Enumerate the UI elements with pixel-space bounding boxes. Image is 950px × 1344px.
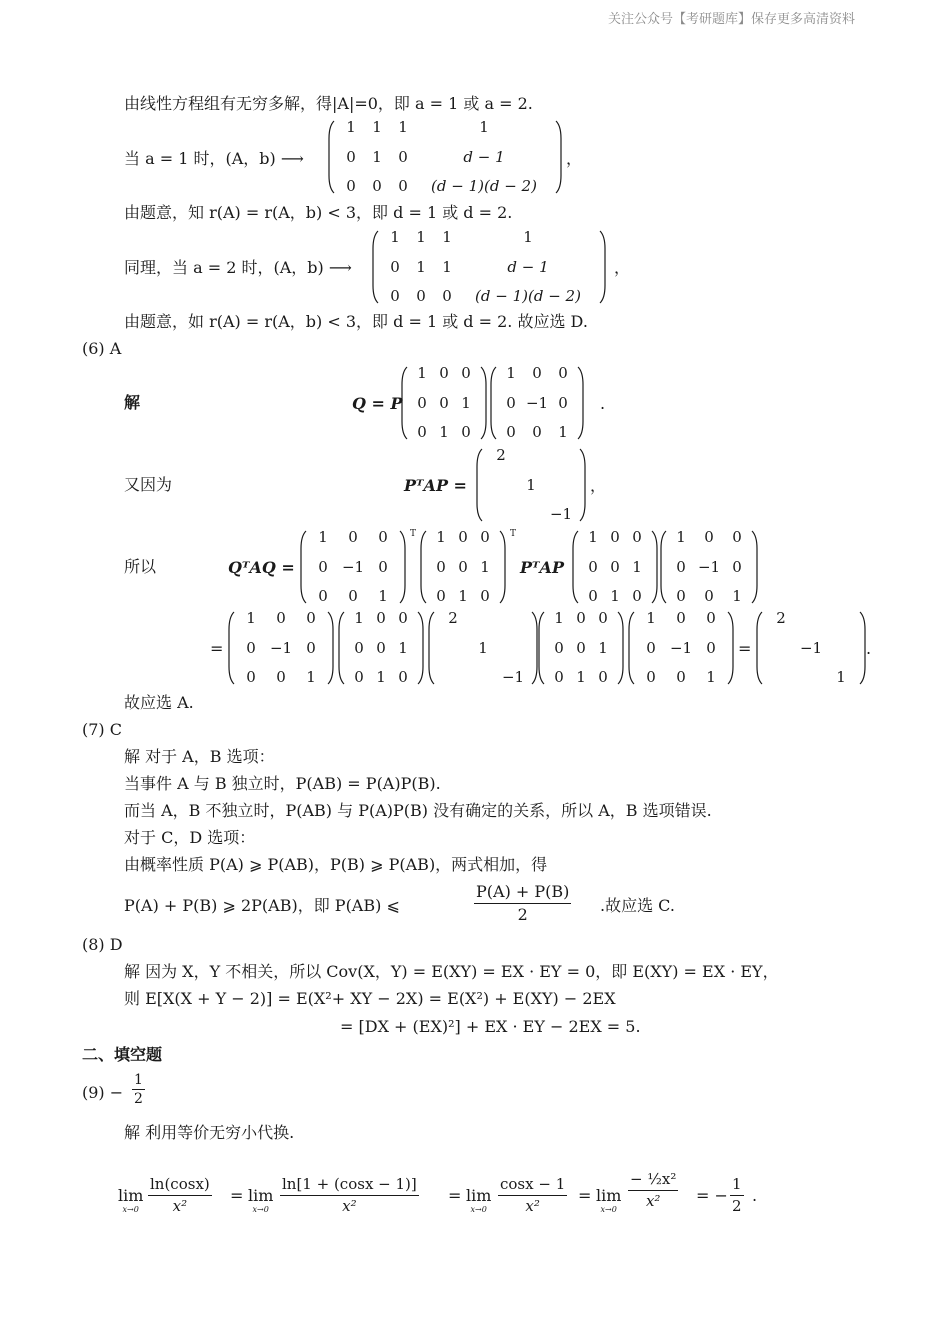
q7-line6-pre: P(A) + P(B) ⩾ 2P(AB)，即 P(AB) ⩽: [124, 896, 400, 915]
matrix-scale-neg: [490, 366, 584, 440]
q7-line3: 而当 A，B 不独立时，P(AB) 与 P(A)P(B) 没有确定的关系，所以 A，B 选项错误.: [124, 801, 712, 820]
matrix-cell: [438, 670, 468, 685]
q5-line5: 由题意，如 r(A) = r(A，b) < 3，即 d = 1 或 d = 2. 故应选 D.: [124, 312, 588, 331]
lim-sub: x→0: [600, 1205, 617, 1214]
limit-1: [118, 1188, 143, 1214]
q7-line2: 当事件 A 与 B 独立时，P(AB) = P(A)P(B).: [124, 774, 441, 793]
matrix-row2-diag: [428, 611, 538, 685]
matrix-cell: 1: [346, 118, 356, 136]
right-paren-icon: [599, 230, 606, 304]
fraction-3: [498, 1175, 567, 1217]
matrix-cell: 0: [480, 587, 490, 605]
matrix-cell: 0: [461, 423, 471, 441]
right-paren-icon: [727, 611, 734, 685]
matrix-cell: [826, 611, 856, 626]
matrix-cell: 0: [506, 393, 516, 412]
matrix-cell: 1: [480, 557, 490, 576]
matrix-cell: 0: [706, 609, 716, 627]
f3-den: x²: [525, 1196, 540, 1215]
f4-num: − ½x²: [628, 1170, 678, 1191]
q5-line4-pre: 同理，当 a = 2 时，(A，b) ⟶: [124, 258, 352, 277]
lim-sub: x→0: [252, 1205, 269, 1214]
matrix-cell: 1: [461, 393, 471, 412]
right-paren-icon: [417, 611, 424, 685]
matrix-grid: [483, 448, 579, 522]
matrix-cell: 0: [588, 557, 598, 576]
matrix-cell: 0: [354, 668, 364, 686]
matrix-cell: 1: [416, 228, 426, 246]
left-paren-icon: [228, 611, 235, 685]
matrix-cell: 0: [390, 287, 400, 305]
matrix-cell: 0: [346, 177, 356, 195]
matrix-cell: −1: [525, 393, 549, 412]
matrix-cell: 1: [558, 423, 568, 441]
matrix-cell: 1: [354, 609, 364, 627]
matrix-row1-c3: [572, 530, 658, 604]
matrix-cell: 1: [523, 228, 533, 246]
right-paren-icon: [499, 530, 506, 604]
matrix-cell: 0: [436, 587, 446, 605]
left-paren-icon: [628, 611, 635, 685]
matrix-cell: 1: [458, 587, 468, 605]
left-paren-icon: [476, 448, 483, 522]
matrix-grid: [435, 611, 531, 685]
fraction-4: [628, 1170, 678, 1212]
q6-q-equals-p: Q = P: [352, 394, 403, 413]
left-paren-icon: [538, 611, 545, 685]
matrix-cell: [486, 478, 516, 493]
right-paren-icon: [751, 530, 758, 604]
q8-line2: 则 E[X(X + Y − 2)] = E(X²+ XY − 2X) = E(X²) + E(XY) − 2EX: [124, 989, 616, 1008]
limit-4: [596, 1188, 621, 1214]
left-paren-icon: [401, 366, 408, 440]
matrix-cell: 1: [598, 638, 608, 657]
matrix-cell: 1: [318, 528, 328, 546]
matrix-cell: 0: [610, 557, 620, 576]
matrix-grid: [545, 611, 617, 685]
matrix-row2-c5: [628, 611, 734, 685]
q5-line1: 由线性方程组有无穷多解，得|A|=0，即 a = 1 或 a = 2.: [124, 94, 533, 113]
q6-row2-eq: =: [210, 639, 224, 658]
matrix-cell: 1: [306, 668, 316, 686]
matrix-cell: 0: [398, 177, 408, 195]
matrix-cell: 0: [318, 557, 328, 576]
q7-fraction: [474, 882, 571, 926]
matrix-cell: 0: [458, 528, 468, 546]
transpose-mark-2: T: [510, 529, 517, 539]
matrix-cell: 0: [276, 609, 286, 627]
matrix-cell: 0: [458, 557, 468, 576]
f4-den: x²: [645, 1191, 661, 1210]
left-paren-icon: [572, 530, 579, 604]
lim-sub: x→0: [470, 1205, 487, 1214]
left-paren-icon: [328, 120, 335, 194]
matrix-row1-c1: [300, 530, 406, 604]
matrix-cell: 1: [439, 423, 449, 441]
matrix-cell: [498, 641, 528, 656]
matrix-cell: 1: [676, 528, 686, 546]
matrix-cell: 2: [776, 609, 786, 627]
q9-answer-fraction: [132, 1071, 145, 1110]
matrix-grid: [497, 366, 577, 440]
fraction-2: [280, 1175, 419, 1217]
right-paren-icon: [399, 530, 406, 604]
matrix-cell: 1: [442, 257, 452, 276]
matrix-cell: −1: [501, 668, 525, 686]
q7-line5: 由概率性质 P(A) ⩾ P(AB)，P(B) ⩾ P(AB)，两式相加，得: [124, 855, 548, 874]
matrix-grid: [379, 230, 599, 304]
matrix-cell: 0: [576, 638, 586, 657]
matrix-cell: 0: [318, 587, 328, 605]
matrix-cell: 0: [306, 609, 316, 627]
left-paren-icon: [300, 530, 307, 604]
matrix-cell: 0: [376, 638, 386, 657]
matrix-cell: 0: [442, 287, 452, 305]
matrix-cell: 0: [554, 638, 564, 657]
final-eq: = −: [696, 1186, 728, 1205]
matrix-cell: [796, 670, 826, 685]
matrix-cell: [766, 670, 796, 685]
matrix-cell: [516, 448, 546, 463]
matrix-cell: 0: [436, 557, 446, 576]
matrix-cell: 0: [704, 528, 714, 546]
left-paren-icon: [420, 530, 427, 604]
matrix-cell: [486, 507, 516, 522]
right-paren-icon: [327, 611, 334, 685]
matrix-cell: 0: [398, 609, 408, 627]
matrix-row2-c4: [538, 611, 624, 685]
lim-sub: x→0: [122, 1205, 139, 1214]
q8-line1: 解 因为 X，Y 不相关，所以 Cov(X，Y) = E(XY) = EX · EY = 0，即 E(XY) = EX · EY，: [124, 962, 779, 981]
q5-line2-pre: 当 a = 1 时，(A，b) ⟶: [124, 149, 304, 168]
matrix-grid: [335, 120, 555, 194]
matrix-row1-c4: [660, 530, 758, 604]
q6-answer: 故应选 A.: [124, 693, 194, 712]
final-den: 2: [732, 1196, 742, 1215]
matrix-cell: 1: [398, 118, 408, 136]
q6-also: 又因为: [124, 475, 173, 494]
matrix-cell: 0: [632, 587, 642, 605]
matrix-cell: 0: [558, 364, 568, 382]
q9-ans-den: 2: [134, 1091, 143, 1108]
eq-3: =: [578, 1186, 592, 1205]
fraction-1: [148, 1175, 212, 1217]
matrix-cell: 0: [354, 638, 364, 657]
matrix-cell: [546, 448, 576, 463]
right-paren-icon: [579, 448, 586, 522]
matrix-cell: (d − 1)(d − 2): [475, 287, 581, 305]
eq-2: =: [448, 1186, 462, 1205]
matrix-cell: 1: [442, 228, 452, 246]
matrix-cell: 0: [558, 393, 568, 412]
matrix-cell: 2: [496, 446, 506, 464]
q6-dot: .: [600, 394, 606, 413]
matrix-cell: 0: [506, 423, 516, 441]
matrix-cell: 0: [610, 528, 620, 546]
matrix-cell: [826, 641, 856, 656]
matrix-cell: 0: [532, 364, 542, 382]
matrix-cell: 1: [376, 668, 386, 686]
matrix-cell: 1: [398, 638, 408, 657]
matrix-grid: [427, 530, 499, 604]
matrix-grid: [635, 611, 727, 685]
lim-text: lim: [466, 1186, 492, 1205]
section-heading: 二、填空题: [82, 1045, 163, 1064]
matrix-cell: 0: [416, 287, 426, 305]
q9-ans-num: 1: [132, 1071, 145, 1090]
matrix-cell: 0: [398, 668, 408, 686]
f3-num: cosx − 1: [498, 1175, 567, 1196]
q6-solution-mark: 解: [124, 393, 141, 412]
matrix-cell: 1: [632, 557, 642, 576]
matrix-grid: [763, 611, 859, 685]
matrix-cell: 0: [676, 668, 686, 686]
matrix-cell: [438, 641, 468, 656]
matrix-cell: −1: [669, 638, 693, 657]
matrix-cell: 1: [836, 668, 846, 686]
matrix-cell: 0: [676, 609, 686, 627]
matrix-cell: 0: [417, 423, 427, 441]
left-paren-icon: [428, 611, 435, 685]
matrix-cell: d − 1: [463, 147, 505, 166]
left-paren-icon: [660, 530, 667, 604]
diag-matrix-pap: [476, 448, 586, 522]
matrix-cell: 0: [676, 557, 686, 576]
matrix-cell: 0: [390, 257, 400, 276]
q7-line6-post: .故应选 C.: [600, 896, 675, 915]
q7-line4: 对于 C，D 选项：: [124, 828, 256, 847]
matrix-cell: 1: [416, 257, 426, 276]
matrix-cell: 1: [588, 528, 598, 546]
matrix-cell: 0: [704, 587, 714, 605]
matrix-cell: −1: [341, 557, 365, 576]
matrix-cell: 0: [417, 393, 427, 412]
matrix-cell: 0: [246, 668, 256, 686]
q5-line2-post: ，: [566, 149, 583, 168]
lim-text: lim: [248, 1186, 274, 1205]
left-paren-icon: [756, 611, 763, 685]
matrix-cell: 1: [610, 587, 620, 605]
left-paren-icon: [338, 611, 345, 685]
matrix-cell: 0: [246, 638, 256, 657]
matrix-cell: [498, 611, 528, 626]
right-paren-icon: [531, 611, 538, 685]
matrix-cell: 1: [378, 587, 388, 605]
matrix-cell: [766, 641, 796, 656]
matrix-cell: 1: [706, 668, 716, 686]
right-paren-icon: [555, 120, 562, 194]
matrix-row1-c2: [420, 530, 506, 604]
q5-line4-post: ，: [614, 258, 631, 277]
f2-num: ln[1 + (cosx − 1)]: [280, 1175, 419, 1196]
matrix-result-diag: [756, 611, 866, 685]
matrix-cell: 0: [706, 638, 716, 657]
matrix-cell: 0: [439, 393, 449, 412]
q8-label: (8) D: [82, 935, 123, 954]
right-paren-icon: [651, 530, 658, 604]
matrix-cell: (d − 1)(d − 2): [431, 177, 537, 195]
matrix-cell: 0: [676, 587, 686, 605]
matrix-cell: [468, 670, 498, 685]
matrix-cell: −1: [697, 557, 721, 576]
matrix-cell: 0: [554, 668, 564, 686]
matrix-cell: 0: [732, 528, 742, 546]
matrix-cell: 0: [480, 528, 490, 546]
matrix-cell: [516, 507, 546, 522]
q6-row2-eq2: =: [738, 639, 752, 658]
q8-line3: = [DX + (EX)²] + EX · EY − 2EX = 5.: [340, 1017, 641, 1036]
matrix-cell: [468, 611, 498, 626]
limit-2: [248, 1188, 273, 1214]
matrix-cell: 1: [372, 118, 382, 136]
augmented-matrix-a2: [372, 230, 606, 304]
matrix-cell: −1: [549, 505, 573, 523]
left-paren-icon: [490, 366, 497, 440]
matrix-cell: 1: [372, 147, 382, 166]
q7-frac-num: P(A) + P(B): [474, 882, 571, 904]
matrix-cell: 0: [372, 177, 382, 195]
matrix-cell: 0: [598, 668, 608, 686]
matrix-cell: 0: [376, 609, 386, 627]
f1-den: x²: [172, 1196, 188, 1215]
matrix-grid: [667, 530, 751, 604]
matrix-cell: 0: [348, 528, 358, 546]
right-paren-icon: [480, 366, 487, 440]
matrix-grid: [408, 366, 480, 440]
matrix-cell: 0: [348, 587, 358, 605]
matrix-swap-23: [401, 366, 487, 440]
q7-label: (7) C: [82, 720, 122, 739]
matrix-cell: 0: [532, 423, 542, 441]
matrix-cell: 1: [436, 528, 446, 546]
matrix-cell: 1: [526, 475, 536, 494]
matrix-cell: 0: [276, 668, 286, 686]
q6-qaq: QᵀAQ =: [228, 558, 295, 577]
q7-line1: 解 对于 A，B 选项：: [124, 747, 275, 766]
lim-text: lim: [118, 1186, 144, 1205]
matrix-cell: −1: [799, 638, 823, 657]
q9-label: (9) −: [82, 1083, 124, 1102]
q6-pap: PᵀAP =: [404, 476, 467, 495]
matrix-grid: [235, 611, 327, 685]
matrix-cell: 1: [246, 609, 256, 627]
matrix-grid: [579, 530, 651, 604]
matrix-cell: 0: [378, 557, 388, 576]
right-paren-icon: [577, 366, 584, 440]
matrix-cell: 0: [439, 364, 449, 382]
matrix-cell: 0: [306, 638, 316, 657]
matrix-grid: [307, 530, 399, 604]
matrix-cell: [796, 611, 826, 626]
watermark-text: 关注公众号【考研题库】保存更多高清资料: [608, 12, 856, 27]
q6-comma: ，: [590, 476, 607, 495]
right-paren-icon: [859, 611, 866, 685]
final-dot: .: [752, 1186, 758, 1205]
matrix-cell: 1: [506, 364, 516, 382]
left-paren-icon: [372, 230, 379, 304]
matrix-cell: 1: [478, 638, 488, 657]
matrix-row2-c2: [338, 611, 424, 685]
q5-line3: 由题意，知 r(A) = r(A，b) < 3，即 d = 1 或 d = 2.: [124, 203, 513, 222]
matrix-cell: 0: [598, 609, 608, 627]
matrix-cell: 0: [632, 528, 642, 546]
matrix-cell: 1: [390, 228, 400, 246]
f1-num: ln(cosx): [148, 1175, 212, 1196]
lim-text: lim: [596, 1186, 622, 1205]
matrix-cell: 1: [417, 364, 427, 382]
limit-3: [466, 1188, 491, 1214]
matrix-cell: 1: [646, 609, 656, 627]
matrix-grid: [345, 611, 417, 685]
transpose-mark-1: T: [410, 529, 417, 539]
matrix-cell: 0: [378, 528, 388, 546]
matrix-cell: [546, 478, 576, 493]
q6-end-dot: .: [866, 639, 872, 658]
final-num: 1: [730, 1175, 744, 1196]
eq-1: =: [230, 1186, 244, 1205]
final-fraction: [730, 1175, 744, 1217]
matrix-cell: 0: [461, 364, 471, 382]
right-paren-icon: [617, 611, 624, 685]
f2-den: x²: [342, 1196, 357, 1215]
matrix-cell: 0: [732, 557, 742, 576]
matrix-cell: 0: [588, 587, 598, 605]
q6-so: 所以: [124, 557, 157, 576]
matrix-cell: 0: [646, 668, 656, 686]
q9-line1: 解 利用等价无穷小代换.: [124, 1123, 295, 1142]
matrix-cell: 1: [554, 609, 564, 627]
matrix-cell: 0: [398, 147, 408, 166]
q6-label: (6) A: [82, 339, 122, 358]
matrix-cell: d − 1: [507, 257, 549, 276]
q6-pap-inline: PᵀAP: [520, 558, 564, 577]
augmented-matrix-a1: [328, 120, 562, 194]
matrix-cell: 0: [346, 147, 356, 166]
matrix-cell: 1: [732, 587, 742, 605]
q7-frac-den: 2: [517, 904, 528, 924]
matrix-cell: −1: [269, 638, 293, 657]
matrix-cell: 2: [448, 609, 458, 627]
matrix-cell: 0: [646, 638, 656, 657]
matrix-cell: 1: [576, 668, 586, 686]
matrix-row2-c1: [228, 611, 334, 685]
matrix-cell: 1: [479, 118, 489, 136]
matrix-cell: 0: [576, 609, 586, 627]
